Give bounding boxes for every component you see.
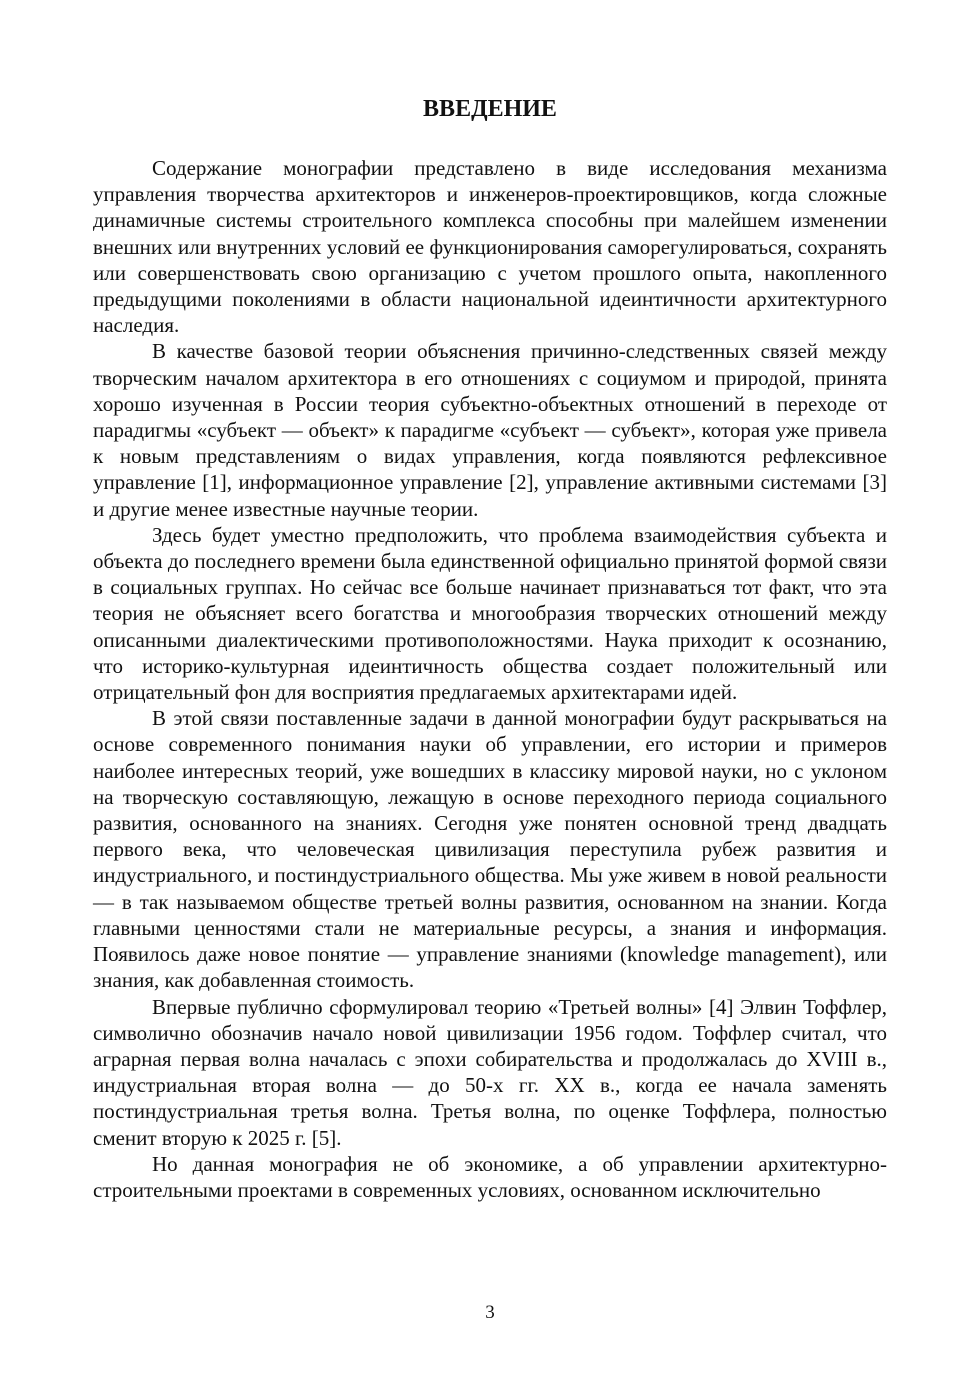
body-text <box>93 155 887 1203</box>
paragraph-3: Здесь будет уместно предположить, что проблема взаимодействия субъекта и объекта до последнего времени была единственной официально принятой формой связи в социальных группах. Но сейчас все больше начинает признаваться тот факт, что эта теория не объясняет всего богатства и многообразия творческих отношений между описанными диалектическими противоположностями. Наука приходит к осознанию, что историко-культурная идеинтичность общества создает положительный или отрицательный фон для восприятия предлагаемых архитектарами идей. <box>93 522 887 705</box>
page-title: ВВЕДЕНИЕ <box>423 96 557 122</box>
page-number: 3 <box>485 1302 495 1323</box>
paragraph-5: Впервые публично сформулировал теорию «Третьей волны» [4] Элвин Тоффлер, символично обозначив начало новой цивилизации 1956 годом. Тоффлер считал, что аграрная первая волна началась с эпохи собирательства и продолжалась до XVIII в., индустриальная вторая волна — до 50-х гг. XX в., когда ее начала заменять постиндустриальная третья волна. Третья волна, по оценке Тоффлера, полностью сменит вторую к 2025 г. [5]. <box>93 994 887 1150</box>
paragraph-6: Но данная монография не об экономике, а об управлении архитектурно-строительными проектами в современных условиях, основанном исключительно <box>93 1151 887 1202</box>
paragraph-1: Содержание монографии представлено в виде исследования механизма управления творчества архитекторов и инженеров-проектировщиков, когда сложные динамичные системы строительного комплекса способны при малейшем изменении внешних или внутренних условий ее функционирования саморегулироваться, сохранять или совершенствовать свою организацию с учетом прошлого опыта, накопленного предыдущими поколениями в области национальной идеинтичности архитектурного наследия. <box>93 156 887 338</box>
paragraph-4: В этой связи поставленные задачи в данной монографии будут раскрываться на основе современного понимания науки об управлении, его истории и примеров наиболее интересных теорий, уже вошедших в классику мировой науки, но с уклоном на творческую составляющую, лежащую в основе переходного периода социального развития, основанного на знаниях. Сегодня уже понятен основной тренд двадцать первого века, что человеческая цивилизация переступила рубеж развития и индустриального, и постиндустриального общества. Мы уже живем в новой реальности — в так называемом обществе третьей волны развития, основанном на знании. Когда главными ценностями стали не материальные ресурсы, а знания и информация. Появилось даже новое понятие — управление знаниями (knowledge management), или знания, как добавленная стоимость. <box>93 706 887 993</box>
paragraph-2: В качестве базовой теории объяснения причинно-следственных связей между творческим началом архитектора в его отношениях с социумом и природой, принята хорошо изученная в России теория субъектно-объектных отношений в переходе от парадигмы «субъект — объект» к парадигме «субъект — субъект», которая уже привела к новым представлениям о видах управления, когда появляются рефлексивное управление [1], информационное управление [2], управление активными системами [3] и другие менее известные научные теории. <box>93 339 887 521</box>
